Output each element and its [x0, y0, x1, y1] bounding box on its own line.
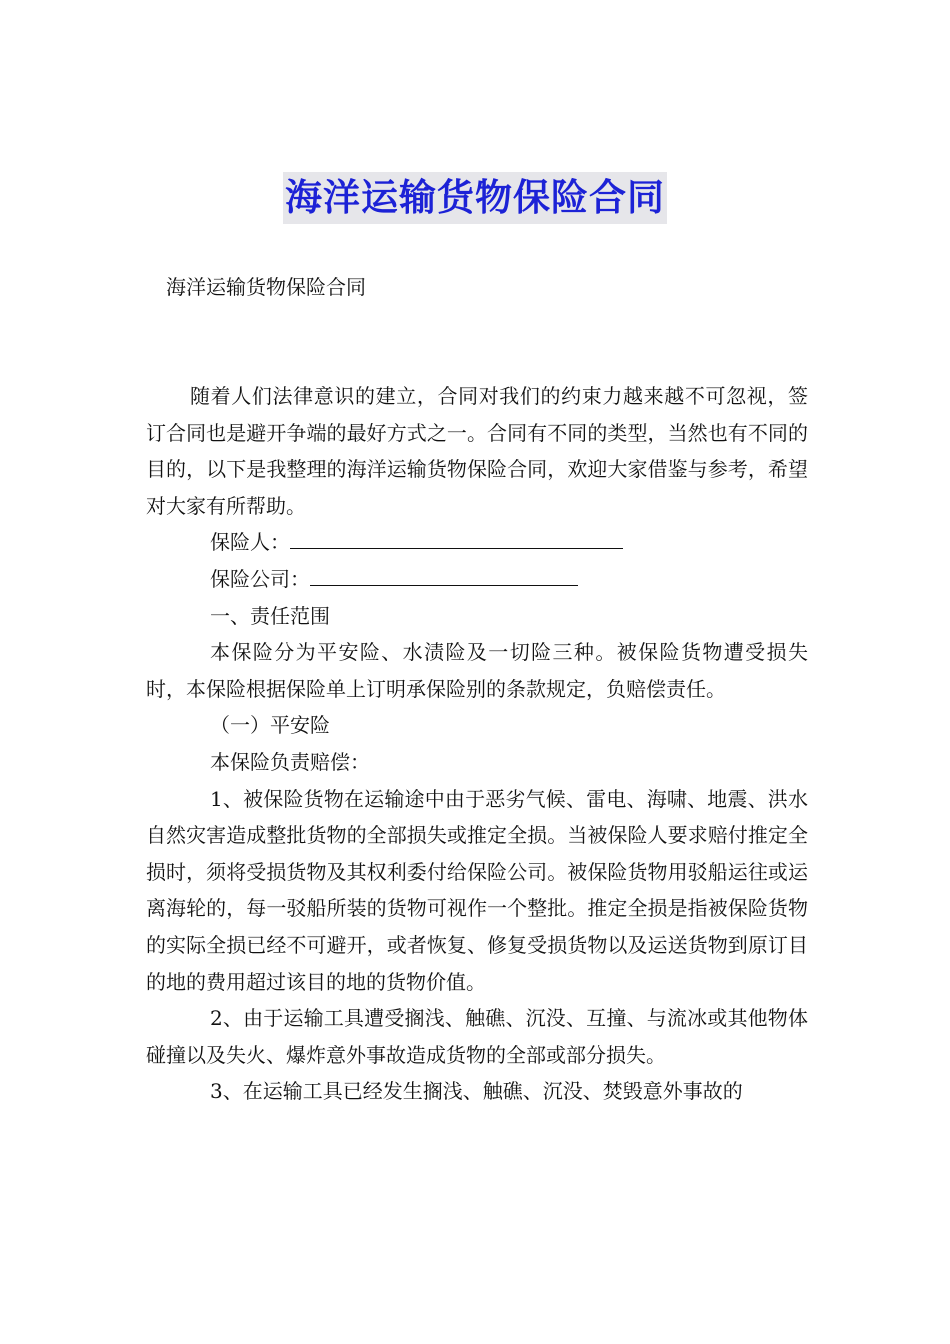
- intro-paragraph: 随着人们法律意识的建立，合同对我们的约束力越来越不可忽视，签订合同也是避开争端的最好方式之一。合同有不同的类型，当然也有不同的目的，以下是我整理的海洋运输货物保险合同，欢迎大家借鉴与参考，希望对大家有所帮助。: [146, 384, 808, 518]
- document-title: 海洋运输货物保险合同: [283, 172, 667, 224]
- insured-line: [146, 524, 808, 561]
- insurer-blank: [310, 563, 578, 586]
- section-1-paragraph: 本保险分为平安险、水渍险及一切险三种。被保险货物遭受损失时，本保险根据保险单上订明承保险别的条款规定，负赔偿责任。: [146, 640, 808, 701]
- insurer-line: [146, 561, 808, 598]
- coverage-item-3: 3、在运输工具已经发生搁浅、触礁、沉没、焚毁意外事故的: [210, 1079, 743, 1104]
- insurer-label: 保险公司：: [210, 566, 310, 591]
- subsection-1-heading: （一）平安险: [210, 713, 330, 738]
- section-1-heading: 一、责任范围: [210, 603, 330, 628]
- title-container: [0, 172, 950, 224]
- document-body: [146, 378, 808, 1110]
- coverage-intro: 本保险负责赔偿：: [210, 749, 370, 774]
- document-subtitle: 海洋运输货物保险合同: [166, 275, 366, 299]
- insured-blank: [290, 526, 623, 549]
- insured-label: 保险人：: [210, 530, 290, 555]
- coverage-item-2: 2、由于运输工具遭受搁浅、触礁、沉没、互撞、与流冰或其他物体碰撞以及失火、爆炸意外事故造成货物的全部或部分损失。: [146, 1006, 808, 1067]
- coverage-item-1: 1、被保险货物在运输途中由于恶劣气候、雷电、海啸、地震、洪水自然灾害造成整批货物的全部损失或推定全损。当被保险人要求赔付推定全损时，须将受损货物及其权利委付给保险公司。被保险货物用驳船运往或运离海轮的，每一驳船所装的货物可视作一个整批。推定全损是指被保险货物的实际全损已经不可避开，或者恢复、修复受损货物以及运送货物到原订目的地的费用超过该目的地的货物价值。: [146, 786, 808, 994]
